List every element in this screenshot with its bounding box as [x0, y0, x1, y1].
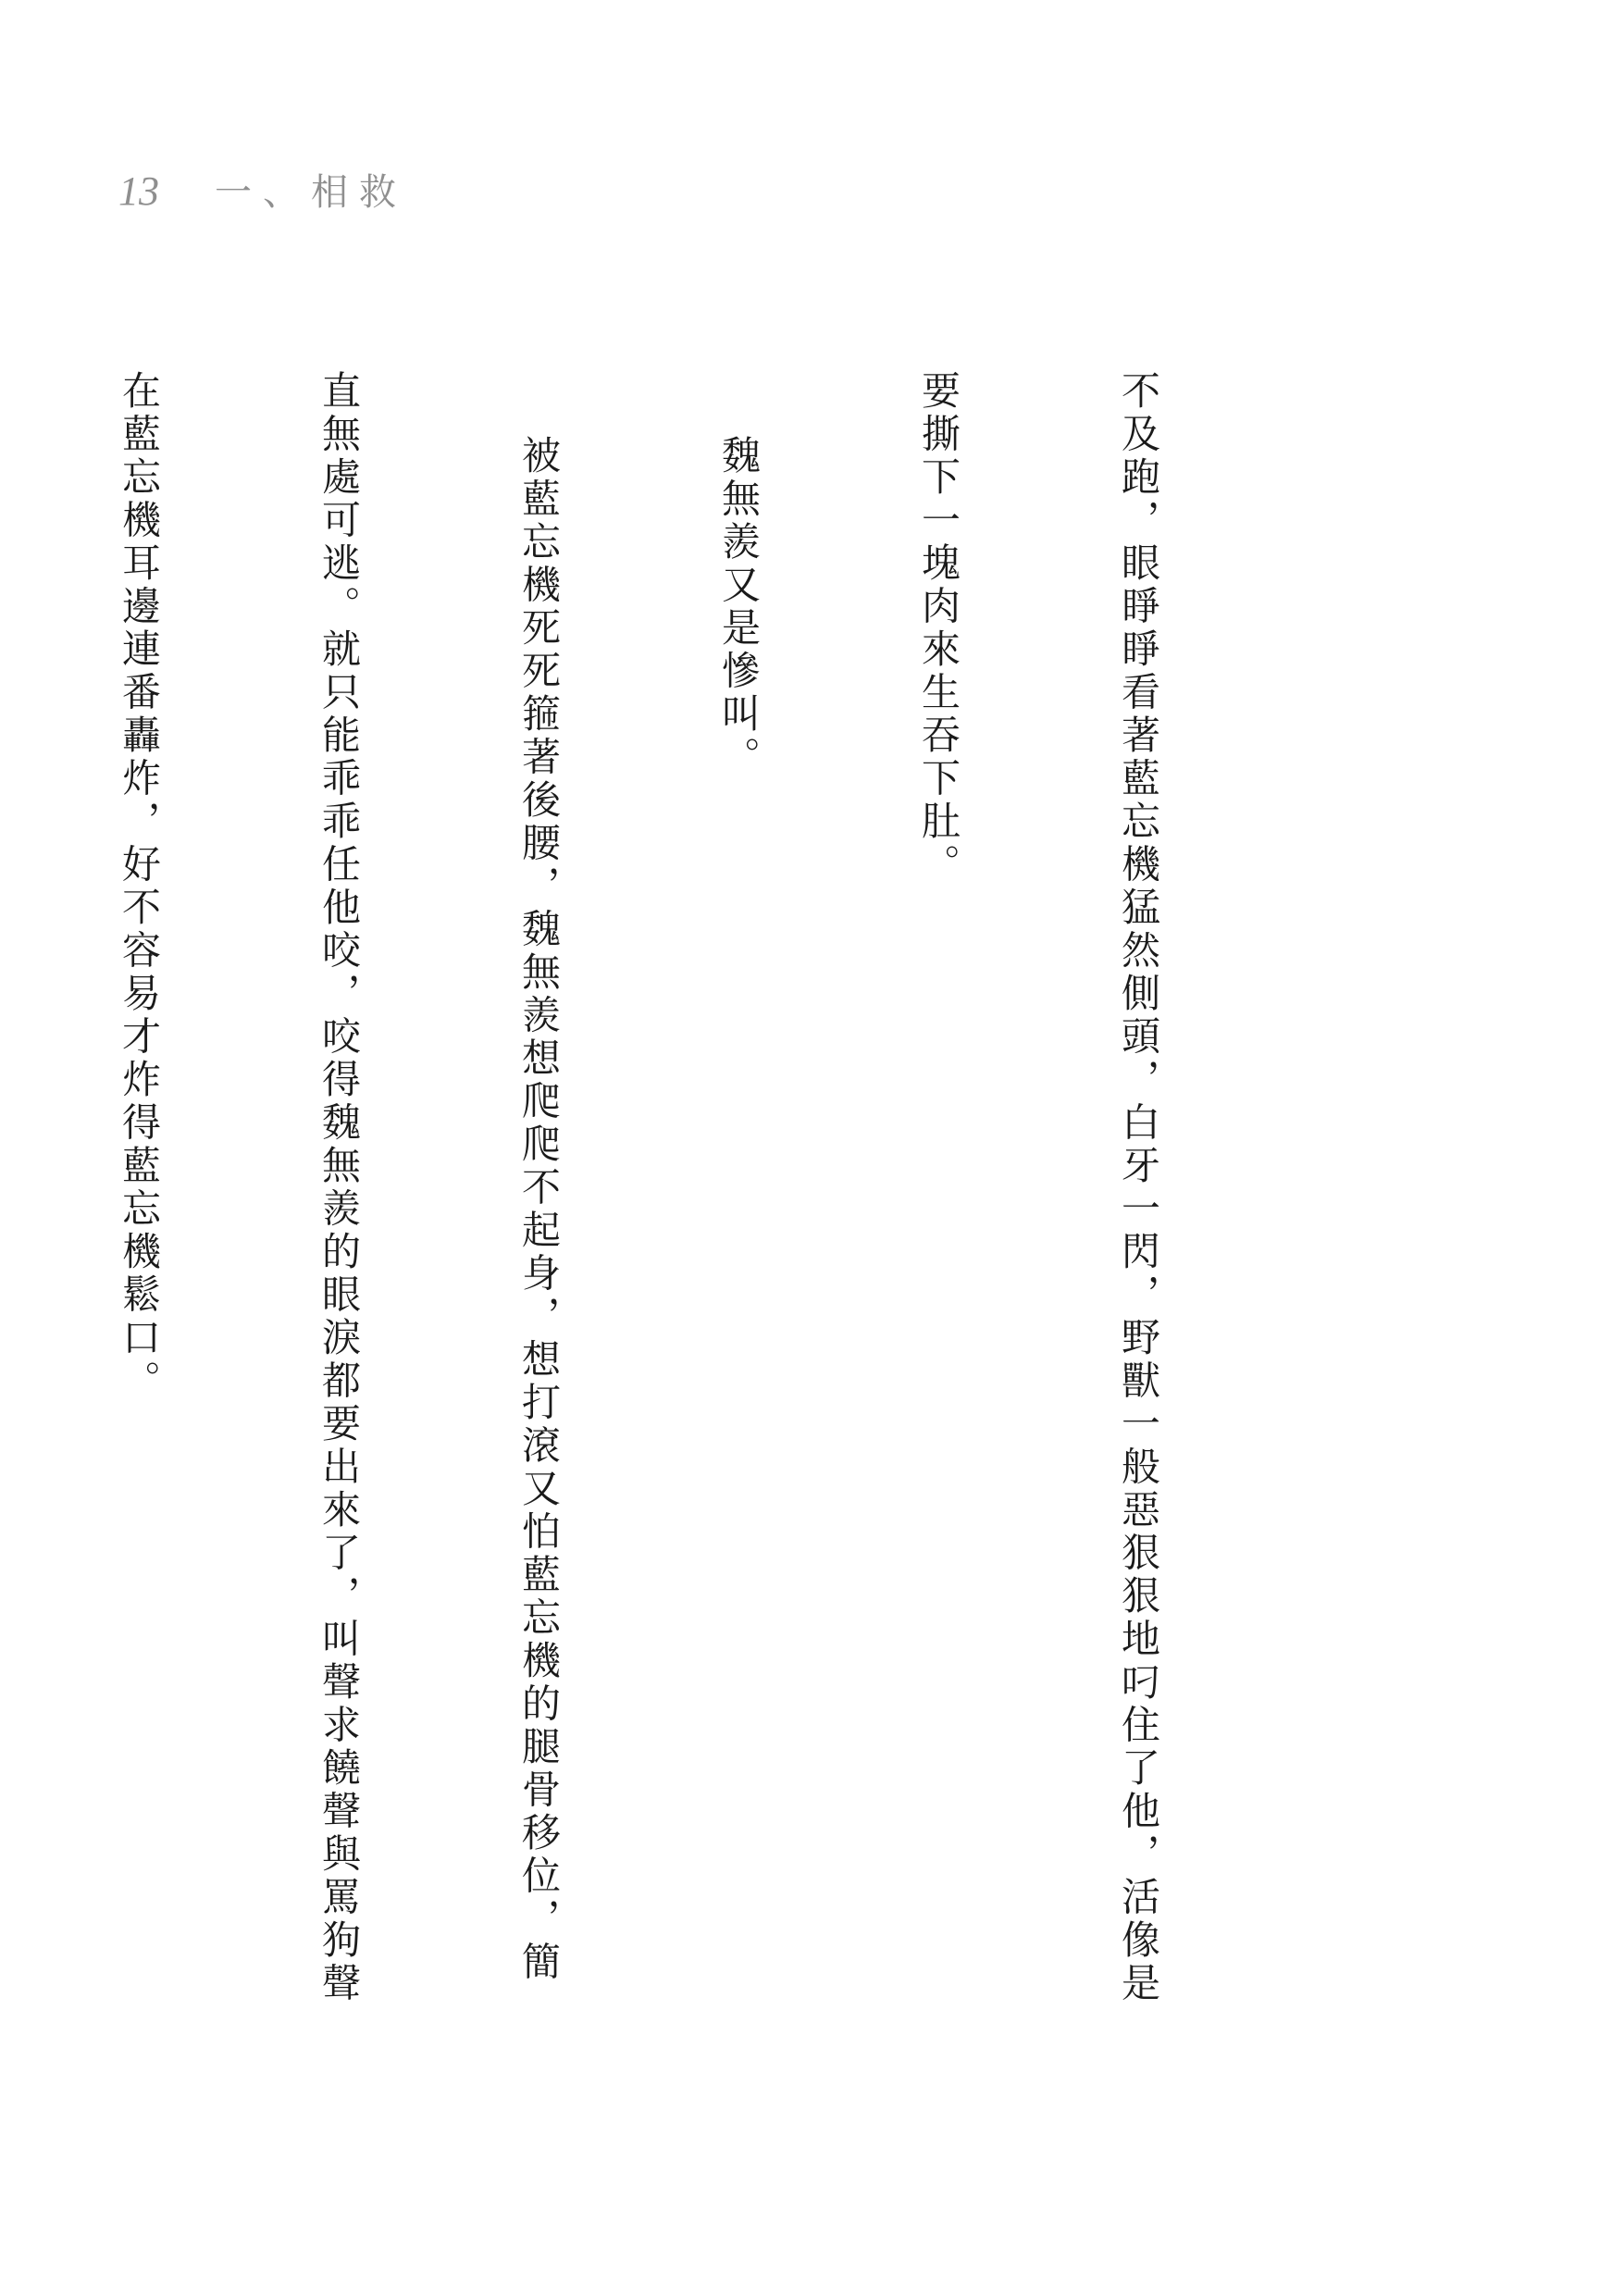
text-column: 魏無羨又是慘叫。 [716, 435, 762, 779]
text-column: 不及跑，眼睜睜看著藍忘機猛然側頭，白牙一閃，野獸一般惡狠狠地叼住了他，活像是 [1116, 370, 1161, 2005]
running-header [118, 163, 407, 228]
text-column: 要撕下一塊肉來生吞下肚。 [916, 370, 961, 887]
text-column: 在藍忘機耳邊連番轟炸，好不容易才炸得藍忘機鬆口。 [117, 370, 162, 1403]
chapter-title: 一、相救 [215, 171, 407, 214]
body-text [117, 370, 1305, 2005]
text-column: 被藍忘機死死箍著後腰，魏無羨想爬爬不起身，想打滾又怕藍忘機的腿骨移位，簡 [516, 435, 562, 1984]
text-column: 直無處可逃。就只能乖乖任他咬，咬得魏無羨的眼淚都要出來了，叫聲求饒聲與罵狗聲 [316, 370, 362, 2005]
page-number: 13 [118, 168, 159, 214]
